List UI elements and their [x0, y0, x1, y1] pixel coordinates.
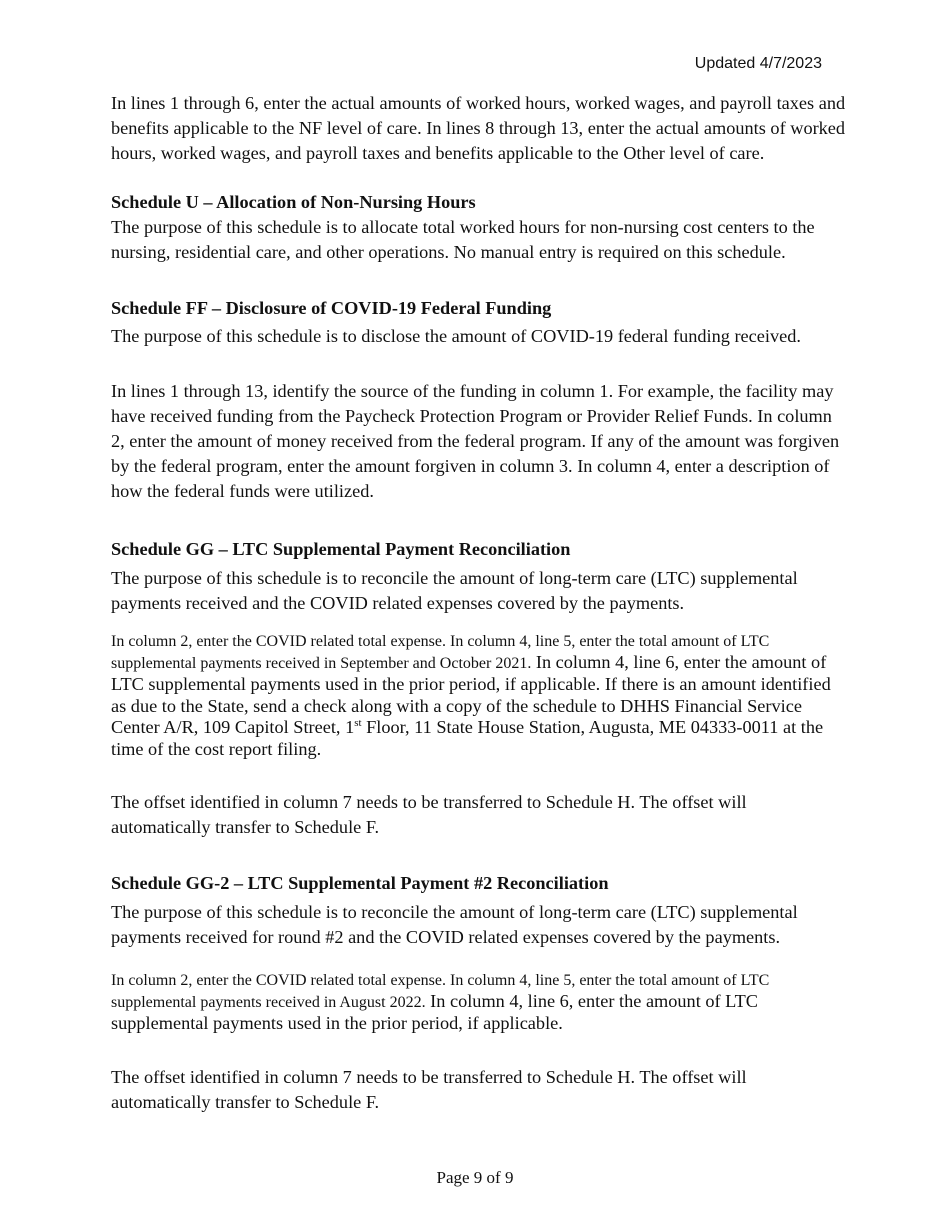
schedule-gg2-instructions-small: In column 2, enter the COVID related total expense. In column 4, line 5, enter the total amount of LTC supplemental payments received in August 2022.: [111, 972, 770, 1011]
updated-date: Updated 4/7/2023: [694, 55, 822, 72]
schedule-gg-instructions: [111, 630, 846, 760]
ordinal-suffix: st: [354, 716, 362, 729]
schedule-ff-purpose: The purpose of this schedule is to disclose the amount of COVID-19 federal funding received.: [111, 326, 801, 346]
schedule-gg2-purpose: The purpose of this schedule is to reconcile the amount of long-term care (LTC) supplemental payments received for round #2 and the COVID related expenses covered by the payments.: [111, 902, 798, 947]
document-body: [111, 91, 846, 1115]
schedule-gg-heading: Schedule GG – LTC Supplemental Payment Reconciliation: [111, 539, 571, 559]
schedule-ff-instructions: In lines 1 through 13, identify the source of the funding in column 1. For example, the facility may have received funding from the Paycheck Protection Program or Provider Relief Funds. In column 2, enter the amount of money received from the federal program. If any of the amount was forgiven by the federal program, enter the amount forgiven in column 3. In column 4, enter a description of how the federal funds were utilized.: [111, 381, 840, 501]
page-number: Page 9 of 9: [436, 1168, 514, 1187]
schedule-ff-heading: Schedule FF – Disclosure of COVID-19 Federal Funding: [111, 298, 552, 318]
intro-paragraph: In lines 1 through 6, enter the actual amounts of worked hours, worked wages, and payroll taxes and benefits applicable to the NF level of care. In lines 8 through 13, enter the actual amounts of worked hours, worked wages, and payroll taxes and benefits applicable to the Other level of care.: [111, 93, 846, 163]
schedule-gg-offset: The offset identified in column 7 needs to be transferred to Schedule H. The offset will automatically transfer to Schedule F.: [111, 792, 747, 837]
schedule-u-heading: Schedule U – Allocation of Non-Nursing Hours: [111, 192, 476, 212]
schedule-gg2-instructions-rest: In column 4, line 6, enter the amount of LTC supplemental payments used in the prior period, if applicable.: [111, 991, 758, 1033]
schedule-gg2-offset: The offset identified in column 7 needs to be transferred to Schedule H. The offset will automatically transfer to Schedule F.: [111, 1066, 747, 1112]
schedule-gg-instructions-small: In column 2, enter the COVID related total expense. In column 4, line 5, enter the total amount of LTC supplemental payments received in September and October 2021.: [111, 633, 770, 672]
schedule-gg-purpose: The purpose of this schedule is to reconcile the amount of long-term care (LTC) supplemental payments received and the COVID related expenses covered by the payments.: [111, 568, 798, 613]
schedule-gg-instructions-a: In column 4, line 6, enter the amount of LTC supplemental payments used in the prior period, if applicable. If there is an amount identified as due to the State, send a check along with a copy of the schedule to DHHS Financial Service Center A/R, 109 Capitol Street, 1: [111, 652, 831, 737]
schedule-gg2-heading: Schedule GG-2 – LTC Supplemental Payment #2 Reconciliation: [111, 873, 609, 893]
schedule-u-text: The purpose of this schedule is to allocate total worked hours for non-nursing cost centers to the nursing, residential care, and other operations. No manual entry is required on this schedule.: [111, 217, 815, 262]
schedule-gg2-instructions: [111, 969, 846, 1035]
schedule-gg-instructions-b: Floor, 11 State House Station, Augusta, ME 04333-0011 at the time of the cost report filing.: [111, 717, 824, 759]
